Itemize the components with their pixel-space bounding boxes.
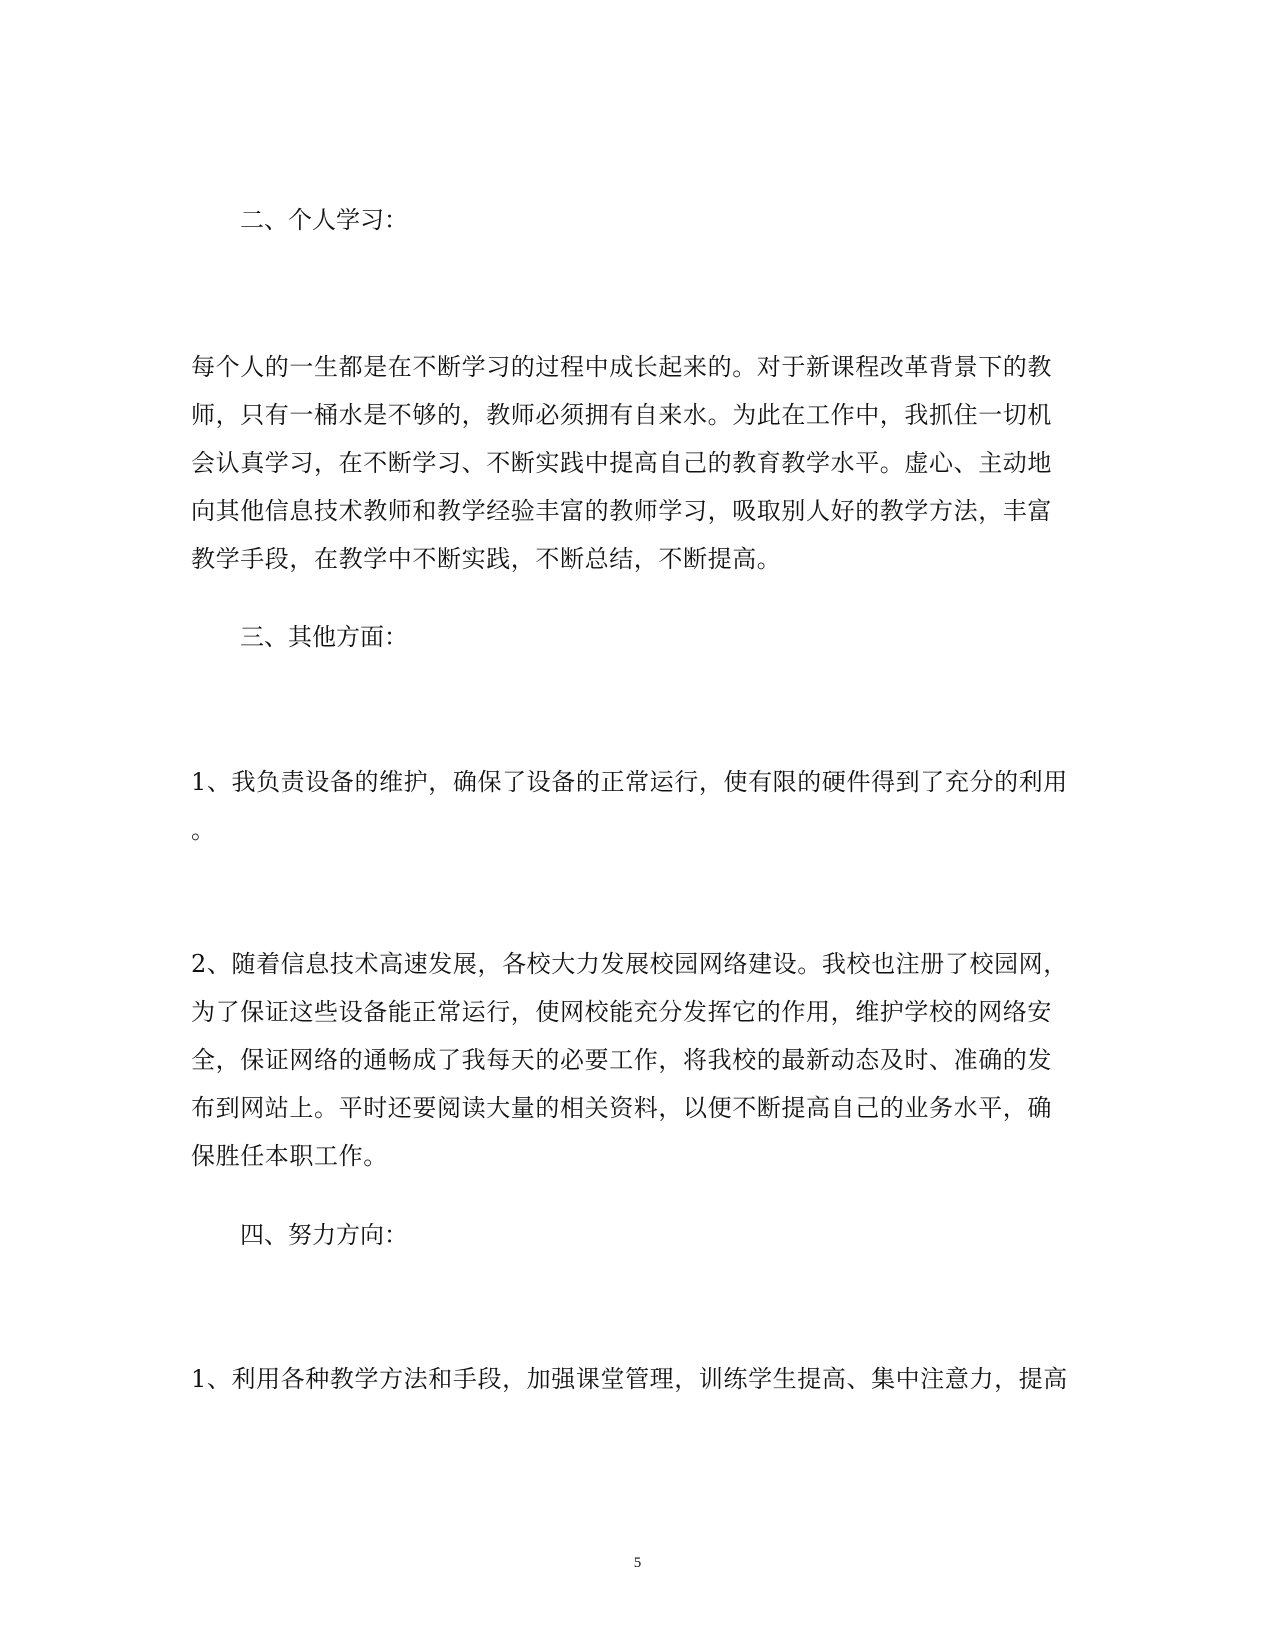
paragraph-teaching-methods — [191, 1364, 1081, 1412]
text-line: 教学手段，在教学中不断实践，不断总结，不断提高。 — [191, 545, 782, 573]
text-line: 向其他信息技术教师和教学经验丰富的教师学习，吸取别人好的教学方法，丰富 — [191, 497, 1052, 525]
section-heading-direction: 四、努力方向： — [240, 1221, 408, 1249]
text-line: 全，保证网络的通畅成了我每天的必要工作，将我校的最新动态及时、准确的发 — [191, 1046, 1052, 1074]
paragraph-personal-study — [191, 352, 1081, 592]
paragraph-campus-network — [191, 949, 1081, 1189]
text-line: 2、随着信息技术高速发展，各校大力发展校园网络建设。我校也注册了校园网， — [191, 950, 1068, 978]
text-line: 每个人的一生都是在不断学习的过程中成长起来的。对于新课程改革背景下的教 — [191, 353, 1052, 381]
text-line: 。 — [191, 816, 216, 844]
section-heading-other-aspects: 三、其他方面： — [240, 623, 408, 651]
section-heading-personal-study: 二、个人学习： — [240, 206, 408, 234]
page-number: 5 — [633, 1555, 642, 1571]
text-line: 1、我负责设备的维护，确保了设备的正常运行，使有限的硬件得到了充分的利用 — [191, 768, 1068, 796]
text-line: 1、利用各种教学方法和手段，加强课堂管理，训练学生提高、集中注意力，提高 — [191, 1365, 1068, 1393]
text-line: 为了保证这些设备能正常运行，使网校能充分发挥它的作用，维护学校的网络安 — [191, 998, 1052, 1026]
text-line: 会认真学习，在不断学习、不断实践中提高自己的教育教学水平。虚心、主动地 — [191, 449, 1052, 477]
paragraph-equipment-maintenance — [191, 767, 1081, 863]
text-line: 布到网站上。平时还要阅读大量的相关资料，以便不断提高自己的业务水平，确 — [191, 1094, 1052, 1122]
text-line: 师，只有一桶水是不够的，教师必须拥有自来水。为此在工作中，我抓住一切机 — [191, 401, 1052, 429]
text-line: 保胜任本职工作。 — [191, 1142, 388, 1170]
